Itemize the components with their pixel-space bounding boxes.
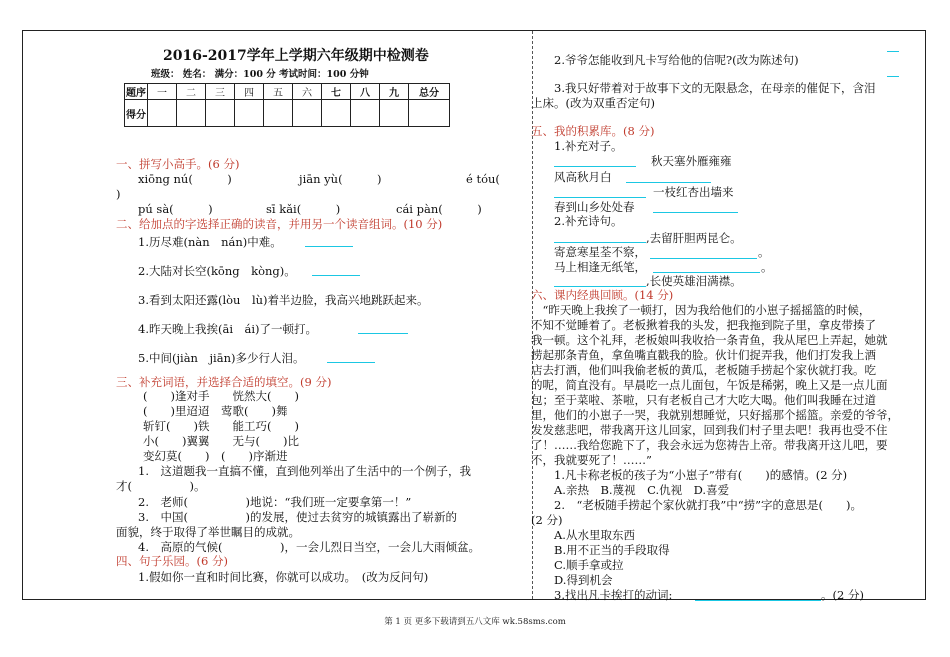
- section-1-title: 一、拼写小高手。(6 分): [116, 157, 240, 171]
- pinyin-item: ): [116, 187, 121, 201]
- question: 1.历尽难(nàn nán)中难。: [138, 235, 282, 249]
- option: A.从水里取东西: [554, 528, 635, 542]
- answer-line[interactable]: [554, 286, 646, 287]
- question: 4.昨天晚上我挨(āi ái)了一顿打。: [138, 322, 318, 336]
- pinyin-item: sī kǎi( ): [266, 202, 341, 216]
- question: 1.凡卡称老板的孩子为“小崽子”带有( )的感情。(2 分): [554, 468, 848, 482]
- page-footer: 第 1 页 更多下载请到五八文库 wk.58sms.com: [384, 617, 566, 627]
- score-head-cell: 七: [322, 84, 351, 100]
- score-cell[interactable]: [351, 100, 380, 127]
- question-score: 。(2 分): [821, 588, 864, 602]
- section-3-title: 三、补充词语，并选择合适的填空。(9 分): [116, 375, 332, 389]
- pinyin-item: jiān yù( ): [299, 172, 382, 186]
- answer-line[interactable]: [695, 600, 821, 601]
- exam-info: 班级： 姓名： 满分：100 分 考试时间：100 分钟: [151, 69, 369, 80]
- passage-line: 不知不觉睡着了。老板揪着我的头发，把我拖到院子里，拿皮带揍了: [531, 318, 876, 332]
- passage-line: 店去打酒，他们叫我偷老板的黄瓜，老板随手捞起个家伙就打我。吃: [531, 363, 876, 377]
- option: B.用不正当的手段取得: [554, 543, 670, 557]
- passage-line: 了！……我给您跪下了，我会永远为您祷告上帝。带我离开这儿吧，要: [531, 438, 888, 452]
- score-head-cell: 九: [380, 84, 409, 100]
- score-label-cell: 得分: [125, 100, 148, 127]
- score-head-cell: 一: [148, 84, 177, 100]
- pinyin-item: xiōng nú( ): [138, 172, 232, 186]
- question: 2. “老板随手捞起个家伙就打我”中“捞”字的意思是( )。: [554, 498, 862, 512]
- passage-line: 不，我就要死了！……”: [531, 453, 652, 467]
- pinyin-item: cái pàn( ): [396, 202, 482, 216]
- question: 3.找出凡卡挨打的动词:: [554, 588, 673, 602]
- idiom-row: 变幻莫( ) ( )序渐进: [143, 449, 288, 463]
- answer-line[interactable]: [650, 258, 757, 259]
- score-cell[interactable]: [409, 100, 450, 127]
- couplet: 一枝红杏出墙来: [653, 185, 734, 199]
- pinyin-item: pú sà( ): [138, 202, 213, 216]
- idiom-row: 小( )翼翼 无与( )比: [143, 434, 299, 448]
- pinyin-item: é tóu(: [466, 172, 500, 186]
- question: 3.看到太阳还露(lòu lù)着半边脸，我高兴地跳跃起来。: [138, 293, 429, 307]
- score-head-cell: 总分: [409, 84, 450, 100]
- section-6-title: 六、课内经典回顾。(14 分): [531, 288, 674, 302]
- score-cell[interactable]: [380, 100, 409, 127]
- score-head-cell: 题序: [125, 84, 148, 100]
- question: 3.我只好带着对于故事下文的无限悬念，在母亲的催促下，含泪: [554, 81, 876, 95]
- score-head-cell: 三: [206, 84, 235, 100]
- poem-line: 马上相逢无纸笔，: [554, 260, 646, 274]
- section-2-title: 二、给加点的字选择正确的读音，并用另一个读音组词。(10 分): [116, 217, 443, 231]
- answer-line[interactable]: [653, 272, 760, 273]
- answer-line[interactable]: [312, 275, 360, 276]
- score-cell[interactable]: [264, 100, 293, 127]
- score-cell[interactable]: [293, 100, 322, 127]
- passage-line: 我一顿。这个礼拜，老板娘叫我收拾一条青鱼，我从尾巴上弄起，她就: [531, 333, 888, 347]
- passage-line: 捞起那条青鱼，拿鱼嘴直戳我的脸。伙计们捉弄我，他们打发我上酒: [531, 348, 876, 362]
- answer-line[interactable]: [554, 166, 636, 167]
- question-score: (2 分): [531, 513, 563, 527]
- idiom-row: 斩钉( )铁 能工巧( ): [143, 419, 299, 433]
- passage-line: “昨天晚上我挨了一顿打，因为我给他们的小崽子摇摇篮的时候，: [531, 303, 871, 317]
- score-head-cell: 八: [351, 84, 380, 100]
- section-4-title: 四、句子乐园。(6 分): [116, 554, 228, 568]
- answer-line[interactable]: [653, 212, 738, 213]
- score-cell[interactable]: [206, 100, 235, 127]
- score-table: [124, 83, 450, 127]
- score-head-cell: 二: [177, 84, 206, 100]
- section-5-title: 五、我的积累库。(8 分): [531, 124, 655, 138]
- passage-line: 发发慈悲吧，带我离开这儿回家，回到我们村子里去吧！我再也受不住: [531, 423, 888, 437]
- answer-line[interactable]: [358, 333, 408, 334]
- score-head-cell: 四: [235, 84, 264, 100]
- poem-line: 寄意寒星荃不察，: [554, 245, 646, 259]
- question: 才( )。: [116, 479, 206, 493]
- question: 2. 老师( )地说：“我们班一定要拿第一！”: [138, 495, 412, 509]
- question: 3. 中国( )的发展，使过去贫穷的城镇露出了崭新的: [138, 510, 457, 524]
- idiom-row: ( )里迢迢 莺歌( )舞: [143, 404, 288, 418]
- answer-line[interactable]: [887, 76, 899, 77]
- poem-line: ,长使英雄泪满襟。: [646, 274, 742, 288]
- option: C.顺手拿或拉: [554, 558, 624, 572]
- score-cell[interactable]: [177, 100, 206, 127]
- answer-line[interactable]: [887, 51, 899, 52]
- options: A.亲热 B.蔑视 C.仇视 D.喜爱: [554, 483, 730, 497]
- couplet: 风高秋月白: [554, 170, 612, 184]
- option: D.得到机会: [554, 573, 613, 587]
- answer-line[interactable]: [327, 362, 375, 363]
- exam-title: 2016-2017学年上学期六年级期中检测卷: [163, 48, 429, 64]
- answer-line[interactable]: [305, 246, 353, 247]
- couplet: 春到山乡处处春: [554, 200, 635, 214]
- sub-question: 2.补充诗句。: [554, 214, 623, 228]
- question: 2.爷爷怎能收到凡卡写给他的信呢?(改为陈述句): [554, 53, 799, 67]
- idiom-row: ( )逢对手 恍然大( ): [143, 389, 299, 403]
- question: 面貌，终于取得了举世瞩目的成就。: [116, 525, 300, 539]
- exam-page: [22, 30, 926, 600]
- answer-line[interactable]: [554, 197, 646, 198]
- question: 1.假如你一直和时间比赛，你就可以成功。 (改为反问句): [138, 570, 429, 584]
- passage-line: 包；至于菜啦、茶啦，只有老板自己才大吃大喝。他们叫我睡在过道: [531, 393, 876, 407]
- question: 5.中间(jiàn jiān)多少行人泪。: [138, 351, 305, 365]
- answer-line[interactable]: [626, 182, 711, 183]
- question: 1. 这道题我一直搞不懂，直到他列举出了生活中的一个例子，我: [138, 464, 471, 478]
- score-cell[interactable]: [322, 100, 351, 127]
- sub-question: 1.补充对子。: [554, 139, 623, 153]
- poem-line: ,去留肝胆两昆仑。: [646, 231, 742, 245]
- question: 2.大陆对长空(kōng kòng)。: [138, 264, 296, 278]
- score-head-cell: 五: [264, 84, 293, 100]
- score-cell[interactable]: [235, 100, 264, 127]
- score-cell[interactable]: [148, 100, 177, 127]
- couplet: 秋天塞外雁雍雍: [651, 154, 732, 168]
- answer-line[interactable]: [554, 242, 646, 243]
- question: 上床。(改为双重否定句): [531, 96, 655, 110]
- poem-line: 。: [761, 260, 773, 274]
- passage-line: 的呢，简直没有。早晨吃一点儿面包，午饭是稀粥，晚上又是一点儿面: [531, 378, 888, 392]
- passage-line: 里，他们的小崽子一哭，我就别想睡觉，只好摇那个摇篮。亲爱的爷爷，: [531, 408, 899, 422]
- question: 4. 高原的气候( )，一会儿烈日当空，一会儿大雨倾盆。: [138, 540, 480, 554]
- score-head-cell: 六: [293, 84, 322, 100]
- poem-line: 。: [758, 245, 770, 259]
